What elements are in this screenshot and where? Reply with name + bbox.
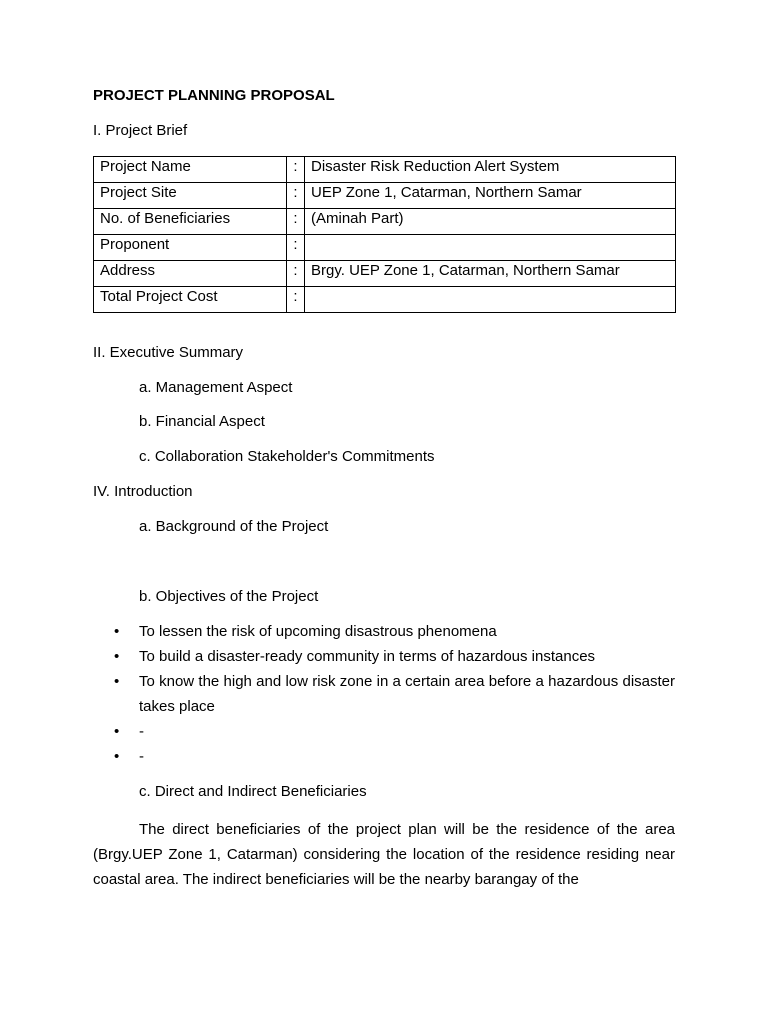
- section-introduction-heading: IV. Introduction: [93, 483, 193, 500]
- table-row: [94, 209, 676, 235]
- row-label: Project Name: [94, 157, 287, 183]
- bullet-icon: •: [114, 648, 120, 665]
- row-separator: :: [287, 287, 305, 313]
- bullet-text: To know the high and low risk zone in a certain area before a hazardous disaster takes place: [139, 673, 675, 715]
- document-title: PROJECT PLANNING PROPOSAL: [93, 87, 335, 104]
- row-separator: :: [287, 183, 305, 209]
- bullet-icon: •: [114, 723, 120, 740]
- table-row: [94, 261, 676, 287]
- row-value: [305, 235, 676, 261]
- row-label: Project Site: [94, 183, 287, 209]
- row-label: Total Project Cost: [94, 287, 287, 313]
- beneficiaries-heading: c. Direct and Indirect Beneficiaries: [139, 783, 367, 800]
- row-value: Brgy. UEP Zone 1, Catarman, Northern Samar: [305, 261, 676, 287]
- row-value: UEP Zone 1, Catarman, Northern Samar: [305, 183, 676, 209]
- row-value: Disaster Risk Reduction Alert System: [305, 157, 676, 183]
- table-row: [94, 183, 676, 209]
- row-separator: :: [287, 209, 305, 235]
- list-item: b. Financial Aspect: [139, 413, 265, 430]
- bullet-text: -: [139, 748, 144, 765]
- objectives-heading: b. Objectives of the Project: [139, 588, 319, 605]
- list-item: a. Management Aspect: [139, 379, 293, 396]
- bullet-text: To lessen the risk of upcoming disastrous phenomena: [139, 623, 497, 640]
- bullet-icon: •: [114, 748, 120, 765]
- list-item: c. Collaboration Stakeholder's Commitments: [139, 448, 435, 465]
- row-separator: :: [287, 261, 305, 287]
- row-label: No. of Beneficiaries: [94, 209, 287, 235]
- row-separator: :: [287, 235, 305, 261]
- row-separator: :: [287, 157, 305, 183]
- project-brief-table: [93, 156, 676, 313]
- table-row: [94, 235, 676, 261]
- bullet-text: -: [139, 723, 144, 740]
- bullet-text: To build a disaster-ready community in terms of hazardous instances: [139, 648, 596, 665]
- section-executive-summary-heading: II. Executive Summary: [93, 344, 244, 361]
- table-row: [94, 157, 676, 183]
- beneficiaries-paragraph: The direct beneficiaries of the project plan will be the residence of the area (Brgy.UEP Zone 1, Catarman) considering the location of the residence residing near coastal area. The indirect beneficiaries will be the nearby barangay of the: [93, 821, 675, 888]
- table-row: [94, 287, 676, 313]
- row-label: Address: [94, 261, 287, 287]
- row-value: [305, 287, 676, 313]
- background-heading: a. Background of the Project: [139, 518, 329, 535]
- bullet-icon: •: [114, 673, 120, 690]
- row-label: Proponent: [94, 235, 287, 261]
- row-value: (Aminah Part): [305, 209, 676, 235]
- bullet-icon: •: [114, 623, 120, 640]
- section-project-brief-heading: I. Project Brief: [93, 122, 188, 139]
